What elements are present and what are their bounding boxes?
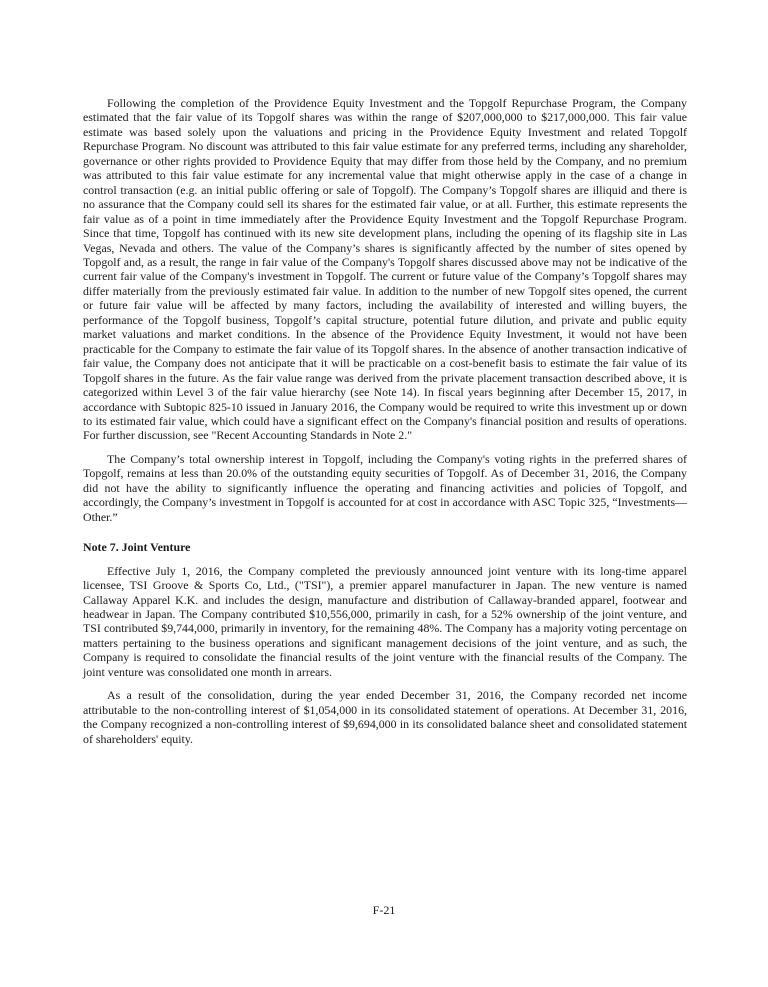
paragraph-topgolf-fair-value: Following the completion of the Providence Equity Investment and the Topgolf Repurchase Program, the Company estimated that the fair value of its Topgolf shares was within the range of $207,000,000 to $217,000,000. This fair value estimate was based solely upon the valuations and pricing in the Providence Equity Investment and related Topgolf Repurchase Program. No discount was attributed to this fair value estimate for any preferred terms, including any shareholder, governance or other rights provided to Providence Equity that may differ from those held by the Company, and no premium was attributed to this fair value estimate for any incremental value that might otherwise apply in the case of a change in control transaction (e.g. an initial public offering or sale of Topgolf). The Company’s Topgolf shares are illiquid and there is no assurance that the Company could sell its shares for the estimated fair value, or at all. Further, this estimate represents the fair value as of a point in time immediately after the Providence Equity Investment and the Topgolf Repurchase Program. Since that time, Topgolf has continued with its new site development plans, including the opening of its flagship site in Las Vegas, Nevada and others. The value of the Company’s shares is significantly affected by the number of sites opened by Topgolf and, as a result, the range in fair value of the Company's Topgolf shares discussed above may not be indicative of the current fair value of the Company's investment in Topgolf. The current or future value of the Company’s Topgolf shares may differ materially from the previously estimated fair value. In addition to the number of new Topgolf sites opened, the current or future fair value will be affected by many factors, including the availability of interested and willing buyers, the performance of the Topgolf business, Topgolf’s capital structure, potential future dilution, and private and public equity market valuations and market conditions. In the absence of the Providence Equity Investment, it would not have been practicable for the Company to estimate the fair value of its Topgolf shares. In the absence of another transaction indicative of fair value, the Company does not anticipate that it will be practicable on a cost-benefit basis to estimate the fair value of its Topgolf shares in the future. As the fair value range was derived from the private placement transaction described above, it is categorized within Level 3 of the fair value hierarchy (see Note 14). In fiscal years beginning after December 15, 2017, in accordance with Subtopic 825-10 issued in January 2016, the Company would be required to write this investment up or down to its estimated fair value, which could have a significant effect on the Company's financial position and results of operations. For further discussion, see "Recent Accounting Standards in Note 2." xyxy=(83,96,687,443)
page-number: F-21 xyxy=(372,903,396,917)
document-body xyxy=(83,96,687,755)
section-heading-note-7: Note 7. Joint Venture xyxy=(83,540,191,555)
paragraph-consolidation: As a result of the consolidation, during the year ended December 31, 2016, the Company recorded net income attributable to the non-controlling interest of $1,054,000 in its consolidated statement of operations. At December 31, 2016, the Company recognized a non-controlling interest of $9,694,000 in its consolidated balance sheet and consolidated statement of shareholders' equity. xyxy=(83,688,687,746)
paragraph-topgolf-ownership: The Company’s total ownership interest in Topgolf, including the Company's voting rights in the preferred shares of Topgolf, remains at less than 20.0% of the outstanding equity securities of Topgolf. As of December 31, 2016, the Company did not have the ability to significantly influence the operating and financing activities and policies of Topgolf, and accordingly, the Company’s investment in Topgolf is accounted for at cost in accordance with ASC Topic 325, “Investments—Other.” xyxy=(83,451,687,524)
paragraph-joint-venture: Effective July 1, 2016, the Company completed the previously announced joint venture with its long-time apparel licensee, TSI Groove & Sports Co, Ltd., ("TSI"), a premier apparel manufacturer in Japan. The new venture is named Callaway Apparel K.K. and includes the design, manufacture and distribution of Callaway-branded apparel, footwear and headwear in Japan. The Company contributed $10,556,000, primarily in cash, for a 52% ownership of the joint venture, and TSI contributed $9,744,000, primarily in inventory, for the remaining 48%. The Company has a majority voting percentage on matters pertaining to the business operations and significant management decisions of the joint venture, and as such, the Company is required to consolidate the financial results of the joint venture with the financial results of the Company. The joint venture was consolidated one month in arrears. xyxy=(83,563,687,679)
